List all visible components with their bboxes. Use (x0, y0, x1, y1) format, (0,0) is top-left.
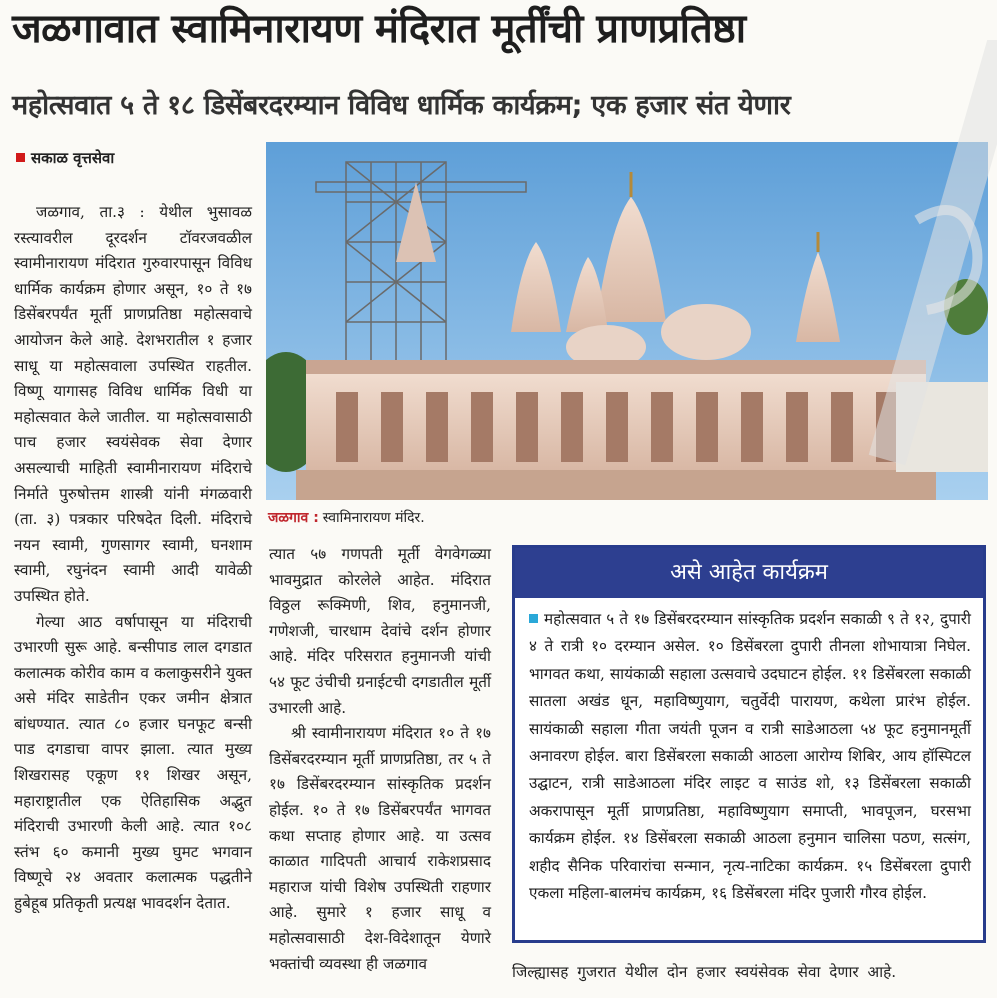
article-column-2 (269, 542, 491, 977)
article-column-1 (14, 200, 252, 917)
red-square-bullet-icon (16, 153, 25, 162)
blue-square-bullet-icon (529, 614, 538, 623)
subheadline: महोत्सवात ५ ते १८ डिसेंबरदरम्यान विविध धार्मिक कार्यक्रम; एक हजार संत येणार (12, 90, 791, 121)
program-box-title: असे आहेत कार्यक्रम (515, 548, 983, 598)
caption-place: जळगाव : (268, 510, 319, 526)
caption-text: स्वामिनारायण मंदिर. (322, 510, 425, 526)
article-paragraph: श्री स्वामीनारायण मंदिरात १० ते १७ डिसेंबरदरम्यान मूर्ती प्राणप्रतिष्ठा, तर ५ ते १७ डिसेंबरदरम्यान सांस्कृतिक प्रदर्शन होईल. १० ते १७ डिसेंबरपर्यंत भागवत कथा सप्ताह होणार आहे. या उत्सव काळात गादिपती आचार्य राकेशप्रसाद महाराज यांची विशेष उपस्थिती राहणार आहे. सुमारे १ हजार साधू व महोत्सवासाठी देश-विदेशातून येणारे भक्तांची व्यवस्था ही जळगाव (269, 724, 491, 973)
byline-text: सकाळ वृत्तसेवा (31, 149, 115, 167)
article-continuation: जिल्ह्यासह गुजरात येथील दोन हजार स्वयंसेवक सेवा देणार आहे. (512, 963, 897, 981)
photo-caption (268, 508, 425, 527)
byline (16, 148, 114, 168)
article-paragraph: त्यात ५७ गणपती मूर्ती वेगवेगळ्या भावमुद्रात कोरलेले आहेत. मंदिरात विठ्ठल रूक्मिणी, शिव, हनुमानजी, गणेशजी, चारधाम देवांचे दर्शन होणार आहे. मंदिर परिसरात हनुमानजी यांची ५४ फूट उंचीची ग्रनाईटची दगडातील मूर्ती उभारली आहे. (269, 545, 491, 717)
article-paragraph: गेल्या आठ वर्षापासून या मंदिराची उभारणी सुरू आहे. बन्सीपाड लाल दगडात कलात्मक कोरीव काम व कलाकुसरीने युक्त असे मंदिर साडेतीन एकर जमीन क्षेत्रात बांधण्यात. त्यात ८० हजार घनफूट बन्सी पाड दगडाचा वापर झाला. त्यात मुख्य शिखरासह एकूण ११ शिखर असून, महाराष्ट्रातील एक ऐतिहासिक अद्भुत मंदिराची उभारणी केली आहे. त्यात १०८ स्तंभ ६० कमानी मुख्य घुमट भगवान विष्णूचे २४ अवतार कलात्मक पद्धतीने हुबेहूब प्रतिकृती प्रत्यक्ष भावदर्शन देतात. (14, 612, 252, 913)
program-box-body (515, 598, 983, 907)
program-box-text: महोत्सवात ५ ते १७ डिसेंबरदरम्यान सांस्कृतिक प्रदर्शन सकाळी ९ ते १२, दुपारी ४ ते रात्री १० दरम्यान असेल. १० डिसेंबरला दुपारी तीनला शोभायात्रा निघेल. भागवत कथा, सायंकाळी सहाला उत्सवाचे उदघाटन होईल. ११ डिसेंबरला सकाळी सातला अखंड धून, महाविष्णुयाग, चतुर्वेदी पारायण, कथेला प्रारंभ होईल. सायंकाळी सहाला गीता जयंती पूजन व रात्री साडेआठला ५४ फूट हनुमानमूर्ती अनावरण होईल. बारा डिसेंबरला सकाळी आठला आरोग्य शिबिर, आय हॉस्पिटल उद्घाटन, रात्री साडेआठला मंदिर लाइट व साउंड शो, १३ डिसेंबरला सकाळी अकरापासून मूर्ती प्राणप्रतिष्ठा, महाविष्णुयाग समाप्ती, भावपूजन, घरसभा कार्यक्रम होईल. १४ डिसेंबरला सकाळी आठला हनुमान चालिसा पठण, सत्संग, शहीद सैनिक परिवारांचा सन्मान, नृत्य-नाटिका कार्यक्रम. १५ डिसेंबरला दुपारी एकला महिला-बालमंच कार्यक्रम, १६ डिसेंबरला मंदिर पुजारी गौरव होईल. (529, 610, 971, 903)
program-box (512, 545, 986, 943)
temple-illustration (266, 142, 988, 500)
headline: जळगावात स्वामिनारायण मंदिरात मूर्तींची प्राणप्रतिष्ठा (12, 6, 746, 52)
temple-photo (266, 142, 988, 500)
article-paragraph: जळगाव, ता.३ : येथील भुसावळ रस्त्यावरील दूरदर्शन टॉवरजवळील स्वामीनारायण मंदिरात गुरुवारपासून विविध धार्मिक कार्यक्रम होणार असून, १० ते १७ डिसेंबरपर्यंत मूर्ती प्राणप्रतिष्ठा महोत्सवाचे आयोजन केले आहे. देशभरातील १ हजार साधू या महोत्सवाला उपस्थित राहतील. विष्णू यागासह विविध धार्मिक विधी या महोत्सवात केले जातील. या महोत्सवासाठी पाच हजार स्वयंसेवक सेवा देणार असल्याची माहिती स्वामीनारायण मंदिराचे निर्माते पुरुषोत्तम शास्त्री यांनी मंगळवारी (ता. ३) पत्रकार परिषदेत दिली. मंदिराचे नयन स्वामी, गुणसागर स्वामी, घनशाम स्वामी, रघुनंदन स्वामी आदी यावेळी उपस्थित होते. (14, 203, 252, 605)
